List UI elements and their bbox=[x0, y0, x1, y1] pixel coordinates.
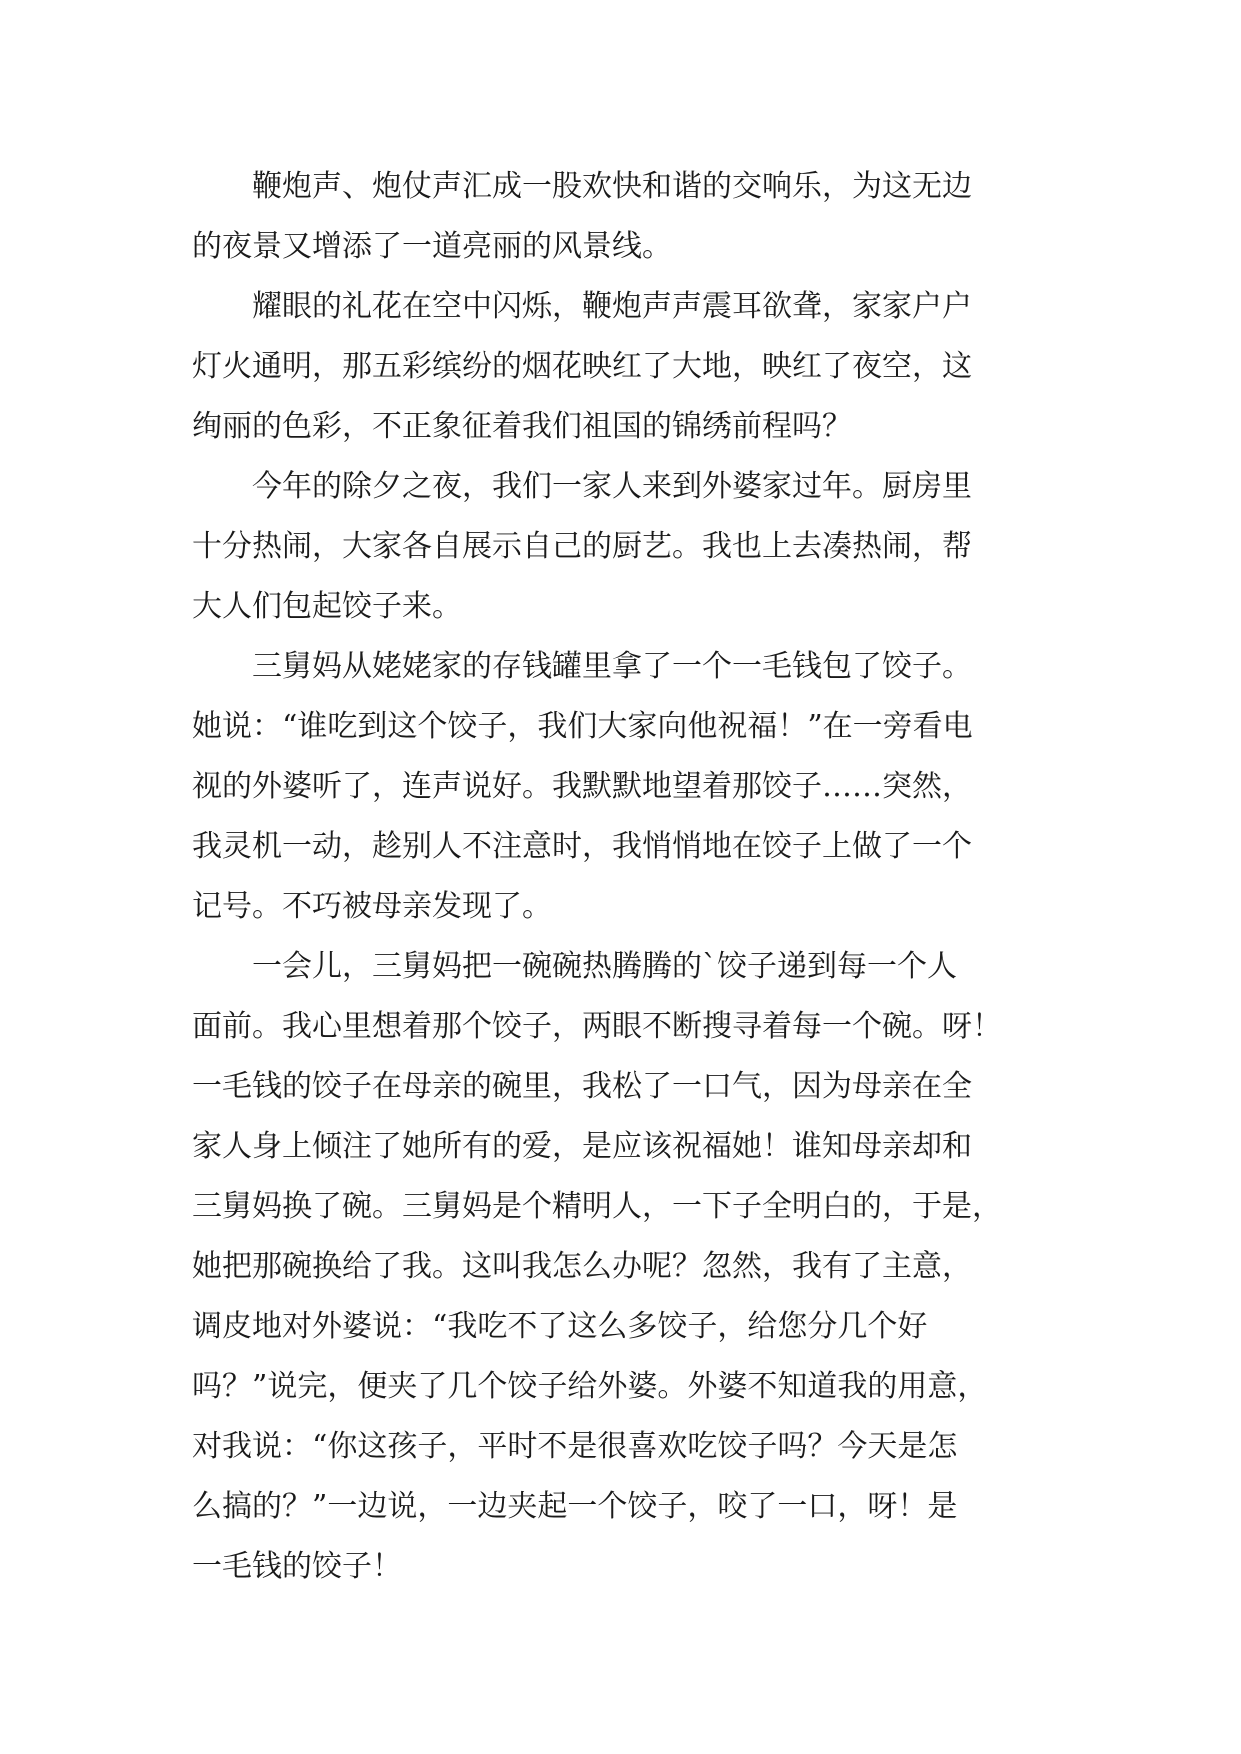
paragraph-line: 一毛钱的饺子！ bbox=[192, 1549, 402, 1584]
paragraph-line: 的夜景又增添了一道亮丽的风景线。 bbox=[192, 229, 672, 264]
paragraph-line: 灯火通明，那五彩缤纷的烟花映红了大地，映红了夜空，这 bbox=[192, 349, 972, 384]
paragraph-line: 家人身上倾注了她所有的爱，是应该祝福她！谁知母亲却和 bbox=[192, 1129, 972, 1164]
paragraph-line: 么搞的？”一边说，一边夹起一个饺子，咬了一口，呀！是 bbox=[192, 1489, 958, 1524]
paragraph-line: 对我说：“你这孩子，平时不是很喜欢吃饺子吗？今天是怎 bbox=[192, 1429, 958, 1464]
paragraph-line: 吗？”说完，便夹了几个饺子给外婆。外婆不知道我的用意， bbox=[192, 1369, 988, 1404]
paragraph-line: 她说：“谁吃到这个饺子，我们大家向他祝福！”在一旁看电 bbox=[192, 709, 973, 744]
paragraph-line: 一会儿，三舅妈把一碗碗热腾腾的`饺子递到每一个人 bbox=[252, 949, 957, 984]
paragraph-line: 大人们包起饺子来。 bbox=[192, 589, 462, 624]
paragraph-line: 她把那碗换给了我。这叫我怎么办呢？忽然，我有了主意， bbox=[192, 1249, 972, 1284]
paragraph-line: 三舅妈换了碗。三舅妈是个精明人，一下子全明白的，于是， bbox=[192, 1189, 1002, 1224]
paragraph-line: 我灵机一动，趁别人不注意时，我悄悄地在饺子上做了一个 bbox=[192, 829, 972, 864]
paragraph-line: 视的外婆听了，连声说好。我默默地望着那饺子……突然， bbox=[192, 769, 972, 804]
paragraph-line: 一毛钱的饺子在母亲的碗里，我松了一口气，因为母亲在全 bbox=[192, 1069, 972, 1104]
paragraph-line: 三舅妈从姥姥家的存钱罐里拿了一个一毛钱包了饺子。 bbox=[252, 649, 972, 684]
paragraph-line: 面前。我心里想着那个饺子，两眼不断搜寻着每一个碗。呀！ bbox=[192, 1009, 1002, 1044]
paragraph-line: 鞭炮声、炮仗声汇成一股欢快和谐的交响乐，为这无边 bbox=[252, 169, 972, 204]
paragraph-line: 今年的除夕之夜，我们一家人来到外婆家过年。厨房里 bbox=[252, 469, 972, 504]
paragraph-line: 记号。不巧被母亲发现了。 bbox=[192, 889, 552, 924]
paragraph-line: 十分热闹，大家各自展示自己的厨艺。我也上去凑热闹，帮 bbox=[192, 529, 972, 564]
paragraph-line: 耀眼的礼花在空中闪烁，鞭炮声声震耳欲聋，家家户户 bbox=[252, 289, 972, 324]
body-text bbox=[192, 157, 1072, 1597]
paragraph-line: 绚丽的色彩，不正象征着我们祖国的锦绣前程吗？ bbox=[192, 409, 852, 444]
paragraph-line: 调皮地对外婆说：“我吃不了这么多饺子，给您分几个好 bbox=[192, 1309, 928, 1344]
